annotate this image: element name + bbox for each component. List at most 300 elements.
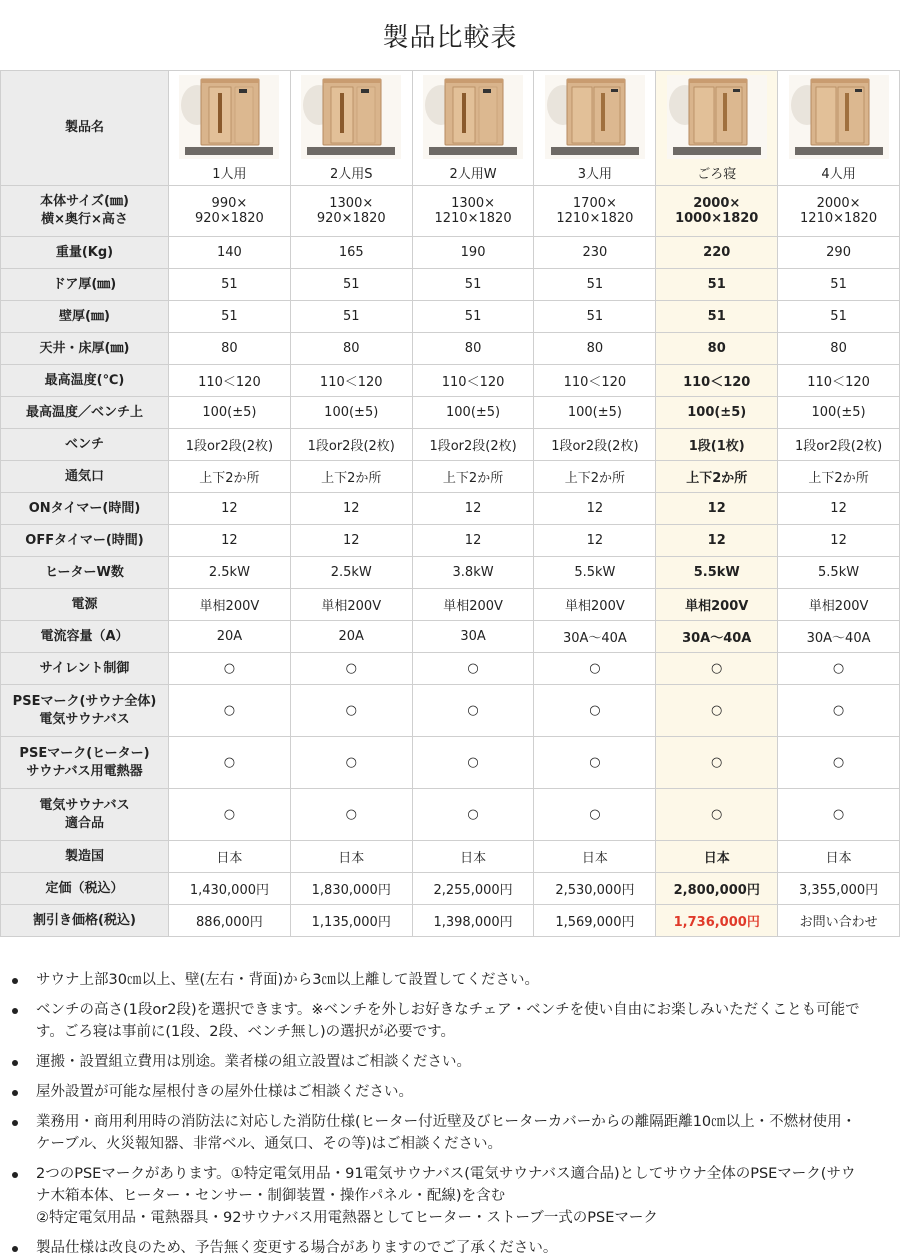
spec-cell bbox=[778, 621, 900, 653]
spec-row bbox=[1, 333, 900, 365]
spec-value: 1段or2段(2枚) bbox=[429, 439, 517, 454]
spec-cell bbox=[290, 557, 412, 589]
product-cell bbox=[534, 71, 656, 186]
spec-cell bbox=[778, 873, 900, 905]
spec-value: 80 bbox=[586, 341, 604, 356]
spec-cell bbox=[169, 429, 291, 461]
spec-value: 1段or2段(2枚) bbox=[551, 439, 639, 454]
spec-value: 110＜120 bbox=[319, 375, 383, 390]
spec-cell bbox=[534, 841, 656, 873]
spec-value: 51 bbox=[830, 277, 847, 292]
spec-value: 140 bbox=[217, 245, 242, 260]
spec-value: 12 bbox=[342, 501, 360, 516]
spec-row bbox=[1, 653, 900, 685]
note-item bbox=[24, 1051, 898, 1073]
note-item bbox=[24, 1081, 898, 1103]
spec-value: ○ bbox=[223, 755, 236, 770]
spec-cell bbox=[169, 841, 291, 873]
notes-list bbox=[0, 969, 898, 1259]
spec-cell bbox=[169, 737, 291, 789]
spec-cell bbox=[169, 789, 291, 841]
spec-value: 12 bbox=[464, 533, 482, 548]
row-label-line: ベンチ bbox=[64, 436, 104, 452]
spec-cell bbox=[169, 685, 291, 737]
product-name: 1人用 bbox=[212, 166, 247, 182]
spec-value: 80 bbox=[830, 341, 847, 356]
spec-cell bbox=[412, 493, 534, 525]
spec-value: 上下2か所 bbox=[686, 471, 748, 486]
spec-value: ○ bbox=[589, 703, 601, 718]
spec-cell bbox=[412, 461, 534, 493]
spec-cell bbox=[169, 461, 291, 493]
spec-cell bbox=[290, 365, 412, 397]
spec-cell bbox=[412, 237, 534, 269]
spec-cell bbox=[534, 237, 656, 269]
spec-cell bbox=[290, 589, 412, 621]
spec-cell bbox=[656, 653, 778, 685]
row-label-line: 電気サウナバス bbox=[39, 797, 130, 813]
spec-cell bbox=[169, 365, 291, 397]
spec-value: 80 bbox=[342, 341, 360, 356]
spec-value: 51 bbox=[586, 309, 604, 324]
spec-value: 1210×1820 bbox=[800, 211, 878, 226]
spec-row bbox=[1, 186, 900, 237]
spec-value: 51 bbox=[342, 309, 360, 324]
spec-value: 30A bbox=[460, 629, 486, 644]
spec-value: 単相200V bbox=[685, 599, 749, 614]
spec-cell bbox=[778, 789, 900, 841]
spec-value: 51 bbox=[830, 309, 847, 324]
row-label-line: ONタイマー(時間) bbox=[28, 500, 141, 516]
spec-value: 12 bbox=[221, 533, 238, 548]
spec-cell bbox=[290, 621, 412, 653]
note-line: 運搬・設置組立費用は別途。業者様の組立設置はご相談ください。 bbox=[36, 1054, 471, 1070]
product-cell bbox=[412, 71, 534, 186]
spec-value: 165 bbox=[338, 245, 364, 260]
spec-value: 1,569,000円 bbox=[555, 915, 635, 930]
spec-value: 日本 bbox=[581, 851, 608, 866]
spec-value: 1段(1枚) bbox=[688, 439, 745, 454]
spec-cell bbox=[656, 841, 778, 873]
spec-cell bbox=[290, 525, 412, 557]
row-label-line: 適合品 bbox=[64, 815, 104, 831]
spec-value: 30A～40A bbox=[562, 631, 627, 646]
row-label-line: ヒーターW数 bbox=[45, 564, 124, 580]
row-label-line: PSEマーク(サウナ全体) bbox=[12, 693, 157, 709]
note-line: サウナ上部30㎝以上、壁(左右・背面)から3㎝以上離して設置してください。 bbox=[36, 972, 539, 988]
product-cell bbox=[169, 71, 291, 186]
spec-value: 51 bbox=[586, 277, 604, 292]
page-title: 製品比較表 bbox=[382, 23, 518, 53]
spec-value: ○ bbox=[832, 661, 845, 676]
spec-value: 886,000円 bbox=[196, 915, 263, 930]
spec-cell bbox=[534, 461, 656, 493]
spec-cell bbox=[290, 429, 412, 461]
spec-value: 12 bbox=[707, 533, 726, 548]
spec-cell bbox=[656, 685, 778, 737]
spec-value: 100(±5) bbox=[811, 405, 866, 420]
spec-cell bbox=[412, 525, 534, 557]
spec-value: 1,135,000円 bbox=[311, 915, 391, 930]
spec-value: 110＜120 bbox=[683, 375, 751, 390]
spec-cell bbox=[169, 557, 291, 589]
spec-value: 日本 bbox=[216, 851, 243, 866]
spec-value: ○ bbox=[467, 807, 479, 822]
spec-cell bbox=[534, 905, 656, 937]
spec-row bbox=[1, 685, 900, 737]
row-label bbox=[1, 269, 169, 301]
spec-value: 100(±5) bbox=[567, 405, 622, 420]
spec-cell bbox=[412, 905, 534, 937]
spec-value: 1,830,000円 bbox=[311, 883, 391, 898]
spec-value: 51 bbox=[707, 277, 726, 292]
spec-cell bbox=[656, 589, 778, 621]
spec-value: ○ bbox=[223, 661, 236, 676]
note-item bbox=[24, 969, 898, 991]
spec-value: 12 bbox=[342, 533, 360, 548]
row-label bbox=[1, 429, 169, 461]
spec-cell bbox=[290, 301, 412, 333]
spec-value: 1段or2段(2枚) bbox=[307, 439, 395, 454]
spec-value: 日本 bbox=[460, 851, 487, 866]
spec-value: 30A～40A bbox=[806, 631, 871, 646]
spec-cell bbox=[778, 333, 900, 365]
spec-value: 1,736,000円 bbox=[673, 915, 760, 930]
row-label bbox=[1, 186, 169, 237]
spec-value: 230 bbox=[582, 245, 608, 260]
spec-cell bbox=[169, 301, 291, 333]
spec-cell bbox=[534, 269, 656, 301]
spec-value: ○ bbox=[467, 703, 479, 718]
spec-value: ○ bbox=[832, 807, 845, 822]
spec-value: ○ bbox=[223, 703, 236, 718]
row-label bbox=[1, 301, 169, 333]
spec-cell bbox=[534, 557, 656, 589]
note-line: ケーブル、火災報知器、非常ベル、通気口、その等)はご相談ください。 bbox=[36, 1136, 503, 1152]
spec-cell bbox=[412, 873, 534, 905]
spec-cell bbox=[412, 653, 534, 685]
spec-value: 30A～40A bbox=[682, 631, 752, 646]
spec-cell bbox=[412, 737, 534, 789]
spec-cell bbox=[778, 429, 900, 461]
spec-cell bbox=[534, 333, 656, 365]
spec-cell bbox=[778, 841, 900, 873]
spec-value: ○ bbox=[711, 755, 723, 770]
spec-row bbox=[1, 873, 900, 905]
spec-value: ○ bbox=[345, 661, 357, 676]
spec-value: 51 bbox=[464, 277, 482, 292]
row-label-line: ドア厚(㎜) bbox=[52, 276, 117, 292]
spec-cell bbox=[534, 789, 656, 841]
spec-value: 100(±5) bbox=[202, 405, 257, 420]
row-label-line: 最高温度／ベンチ上 bbox=[25, 404, 143, 420]
spec-value: 2.5kW bbox=[208, 565, 250, 580]
spec-value: 2,800,000円 bbox=[673, 883, 760, 898]
sauna-image bbox=[667, 75, 767, 159]
note-line: 屋外設置が可能な屋根付きの屋外仕様はご相談ください。 bbox=[36, 1084, 413, 1100]
spec-value: 100(±5) bbox=[324, 405, 379, 420]
spec-value: 1,430,000円 bbox=[189, 883, 269, 898]
spec-cell bbox=[656, 525, 778, 557]
row-label bbox=[1, 525, 169, 557]
spec-cell bbox=[656, 269, 778, 301]
row-label bbox=[1, 621, 169, 653]
row-label-line: OFFタイマー(時間) bbox=[25, 532, 144, 548]
spec-cell bbox=[412, 397, 534, 429]
spec-cell bbox=[412, 301, 534, 333]
spec-cell bbox=[656, 621, 778, 653]
spec-cell bbox=[412, 429, 534, 461]
row-label-line: 壁厚(㎜) bbox=[59, 308, 110, 324]
spec-value: 12 bbox=[221, 501, 238, 516]
spec-value: 3.8kW bbox=[452, 565, 494, 580]
row-label bbox=[1, 789, 169, 841]
spec-row bbox=[1, 397, 900, 429]
spec-value: 単相200V bbox=[808, 599, 869, 614]
note-line: ナ木箱本体、ヒーター・センサー・制御装置・操作パネル・配線)を含む bbox=[36, 1188, 506, 1204]
spec-value: 51 bbox=[342, 277, 360, 292]
spec-cell bbox=[290, 461, 412, 493]
spec-cell bbox=[290, 397, 412, 429]
spec-cell bbox=[534, 685, 656, 737]
row-label-line: 電源 bbox=[71, 596, 98, 612]
product-name: 2人用S bbox=[329, 166, 373, 182]
note-line: す。ごろ寝は事前に(1段、2段、ベンチ無し)の選択が必要です。 bbox=[36, 1024, 455, 1040]
spec-cell bbox=[534, 621, 656, 653]
row-label-line: 重量(Kg) bbox=[55, 244, 114, 260]
spec-cell bbox=[778, 397, 900, 429]
spec-value: 1,398,000円 bbox=[433, 915, 513, 930]
spec-value: お問い合わせ bbox=[799, 915, 878, 930]
spec-row bbox=[1, 621, 900, 653]
spec-cell bbox=[778, 737, 900, 789]
spec-value: 3,355,000円 bbox=[798, 883, 879, 898]
spec-cell bbox=[412, 186, 534, 237]
spec-cell bbox=[656, 397, 778, 429]
spec-value: ○ bbox=[832, 703, 845, 718]
spec-value: 5.5kW bbox=[574, 565, 616, 580]
spec-value: 51 bbox=[221, 277, 238, 292]
spec-cell bbox=[778, 365, 900, 397]
spec-value: ○ bbox=[589, 755, 601, 770]
spec-value: 単相200V bbox=[565, 599, 625, 614]
row-label: 製品名 bbox=[1, 71, 169, 186]
spec-cell bbox=[412, 589, 534, 621]
product-name: 4人用 bbox=[821, 166, 856, 182]
note-item bbox=[24, 999, 898, 1043]
spec-value: 80 bbox=[221, 341, 238, 356]
comparison-table bbox=[0, 70, 900, 937]
row-label-line: 本体サイズ(㎜) bbox=[40, 194, 129, 209]
spec-value: 51 bbox=[464, 309, 482, 324]
spec-value: 12 bbox=[586, 533, 604, 548]
spec-cell bbox=[290, 493, 412, 525]
row-label-line: 製造国 bbox=[64, 848, 104, 864]
row-label-line: 通気口 bbox=[64, 468, 104, 484]
spec-value: 20A bbox=[338, 629, 364, 644]
spec-value: 上下2か所 bbox=[199, 471, 260, 486]
spec-value: 920×1820 bbox=[195, 211, 264, 226]
spec-value: 110＜120 bbox=[441, 375, 505, 390]
spec-cell bbox=[169, 525, 291, 557]
row-label bbox=[1, 841, 169, 873]
spec-value: 上下2か所 bbox=[321, 471, 382, 486]
spec-cell bbox=[290, 186, 412, 237]
spec-value: 990× bbox=[211, 196, 248, 211]
spec-value: ○ bbox=[345, 807, 357, 822]
spec-cell bbox=[290, 737, 412, 789]
spec-cell bbox=[778, 186, 900, 237]
spec-cell bbox=[656, 333, 778, 365]
spec-cell bbox=[534, 525, 656, 557]
spec-cell bbox=[778, 905, 900, 937]
spec-cell bbox=[290, 333, 412, 365]
spec-value: 110＜120 bbox=[198, 375, 261, 390]
spec-value: ○ bbox=[467, 661, 479, 676]
spec-value: 日本 bbox=[703, 851, 730, 866]
spec-row bbox=[1, 429, 900, 461]
row-label-line: PSEマーク(ヒーター) bbox=[19, 745, 150, 761]
spec-cell bbox=[169, 237, 291, 269]
spec-cell bbox=[412, 841, 534, 873]
row-label-line: 電流容量（A） bbox=[40, 628, 129, 644]
spec-cell bbox=[778, 461, 900, 493]
spec-value: 2,530,000円 bbox=[555, 883, 635, 898]
spec-cell bbox=[778, 525, 900, 557]
spec-value: 1300× bbox=[451, 196, 496, 211]
sauna-image bbox=[789, 75, 889, 159]
spec-value: 単相200V bbox=[321, 599, 382, 614]
spec-row bbox=[1, 365, 900, 397]
spec-cell bbox=[290, 905, 412, 937]
spec-cell bbox=[534, 365, 656, 397]
row-label bbox=[1, 905, 169, 937]
spec-cell bbox=[412, 557, 534, 589]
spec-value: 190 bbox=[460, 245, 486, 260]
spec-value: 920×1820 bbox=[316, 211, 386, 226]
spec-cell bbox=[290, 653, 412, 685]
row-label bbox=[1, 397, 169, 429]
spec-value: 12 bbox=[464, 501, 482, 516]
spec-cell bbox=[290, 685, 412, 737]
spec-value: 5.5kW bbox=[818, 565, 860, 580]
note-line: ベンチの高さ(1段or2段)を選択できます。※ベンチを外しお好きなチェア・ベンチを使い自由にお楽しみいただくことも可能で bbox=[36, 1002, 860, 1018]
spec-cell bbox=[778, 685, 900, 737]
row-label bbox=[1, 653, 169, 685]
spec-value: ○ bbox=[711, 661, 723, 676]
spec-cell bbox=[778, 269, 900, 301]
spec-cell bbox=[412, 333, 534, 365]
spec-cell bbox=[169, 269, 291, 301]
spec-value: 日本 bbox=[825, 851, 852, 866]
spec-value: 1000×1820 bbox=[675, 211, 759, 226]
spec-value: 110＜120 bbox=[563, 375, 627, 390]
spec-cell bbox=[534, 589, 656, 621]
spec-value: 日本 bbox=[338, 851, 365, 866]
spec-row bbox=[1, 461, 900, 493]
note-line: 2つのPSEマークがあります。①特定電気用品・91電気サウナバス(電気サウナバス適合品)としてサウナ全体のPSEマーク(サウ bbox=[36, 1166, 856, 1182]
product-cell bbox=[656, 71, 778, 186]
row-label-line: 割引き価格(税込) bbox=[33, 912, 136, 928]
spec-cell bbox=[534, 737, 656, 789]
spec-row bbox=[1, 589, 900, 621]
spec-cell bbox=[534, 429, 656, 461]
spec-value: 100(±5) bbox=[446, 405, 501, 420]
spec-value: 80 bbox=[464, 341, 482, 356]
spec-value: 2,255,000円 bbox=[433, 883, 513, 898]
spec-value: 1300× bbox=[329, 196, 374, 211]
spec-value: 100(±5) bbox=[687, 405, 747, 420]
product-name: 3人用 bbox=[577, 166, 613, 182]
spec-value: 上下2か所 bbox=[808, 471, 869, 486]
spec-cell bbox=[169, 589, 291, 621]
spec-cell bbox=[534, 493, 656, 525]
spec-cell bbox=[290, 237, 412, 269]
spec-value: ○ bbox=[223, 807, 236, 822]
spec-row bbox=[1, 841, 900, 873]
spec-value: 220 bbox=[703, 245, 731, 260]
spec-cell bbox=[534, 873, 656, 905]
spec-value: 1段or2段(2枚) bbox=[185, 439, 274, 454]
spec-value: 51 bbox=[221, 309, 238, 324]
sauna-image bbox=[545, 75, 645, 159]
spec-cell bbox=[778, 557, 900, 589]
spec-cell bbox=[169, 493, 291, 525]
spec-value: 1210×1820 bbox=[556, 211, 634, 226]
spec-cell bbox=[169, 905, 291, 937]
spec-value: 20A bbox=[216, 629, 243, 644]
product-header-row bbox=[1, 71, 900, 186]
spec-cell bbox=[412, 685, 534, 737]
spec-cell bbox=[656, 737, 778, 789]
row-label-line: 電気サウナバス bbox=[39, 711, 130, 727]
spec-cell bbox=[412, 621, 534, 653]
row-label-line: サイレント制御 bbox=[39, 660, 130, 676]
spec-cell bbox=[656, 461, 778, 493]
note-item bbox=[24, 1163, 898, 1229]
spec-row bbox=[1, 737, 900, 789]
product-name: ごろ寝 bbox=[697, 166, 737, 182]
note-item bbox=[24, 1111, 898, 1155]
spec-value: 2.5kW bbox=[330, 565, 372, 580]
spec-row bbox=[1, 905, 900, 937]
row-label bbox=[1, 685, 169, 737]
spec-value: 1段or2段(2枚) bbox=[794, 439, 883, 454]
row-label-line: 最高温度(℃) bbox=[44, 372, 125, 388]
spec-cell bbox=[534, 301, 656, 333]
spec-cell bbox=[412, 365, 534, 397]
spec-value: 5.5kW bbox=[693, 565, 740, 580]
spec-cell bbox=[169, 397, 291, 429]
spec-row bbox=[1, 237, 900, 269]
spec-cell bbox=[656, 237, 778, 269]
note-line: 製品仕様は改良のため、予告無く変更する場合がありますのでご了承ください。 bbox=[36, 1240, 558, 1256]
spec-cell bbox=[778, 493, 900, 525]
row-label-line: 横×奥行×高さ bbox=[41, 212, 128, 227]
spec-cell bbox=[656, 493, 778, 525]
spec-row bbox=[1, 789, 900, 841]
spec-row bbox=[1, 493, 900, 525]
spec-cell bbox=[656, 365, 778, 397]
spec-cell bbox=[534, 397, 656, 429]
spec-cell bbox=[656, 301, 778, 333]
spec-cell bbox=[412, 269, 534, 301]
sauna-image bbox=[301, 75, 401, 159]
spec-row bbox=[1, 301, 900, 333]
spec-value: ○ bbox=[832, 755, 845, 770]
spec-value: 単相200V bbox=[443, 599, 503, 614]
note-item bbox=[24, 1237, 898, 1259]
